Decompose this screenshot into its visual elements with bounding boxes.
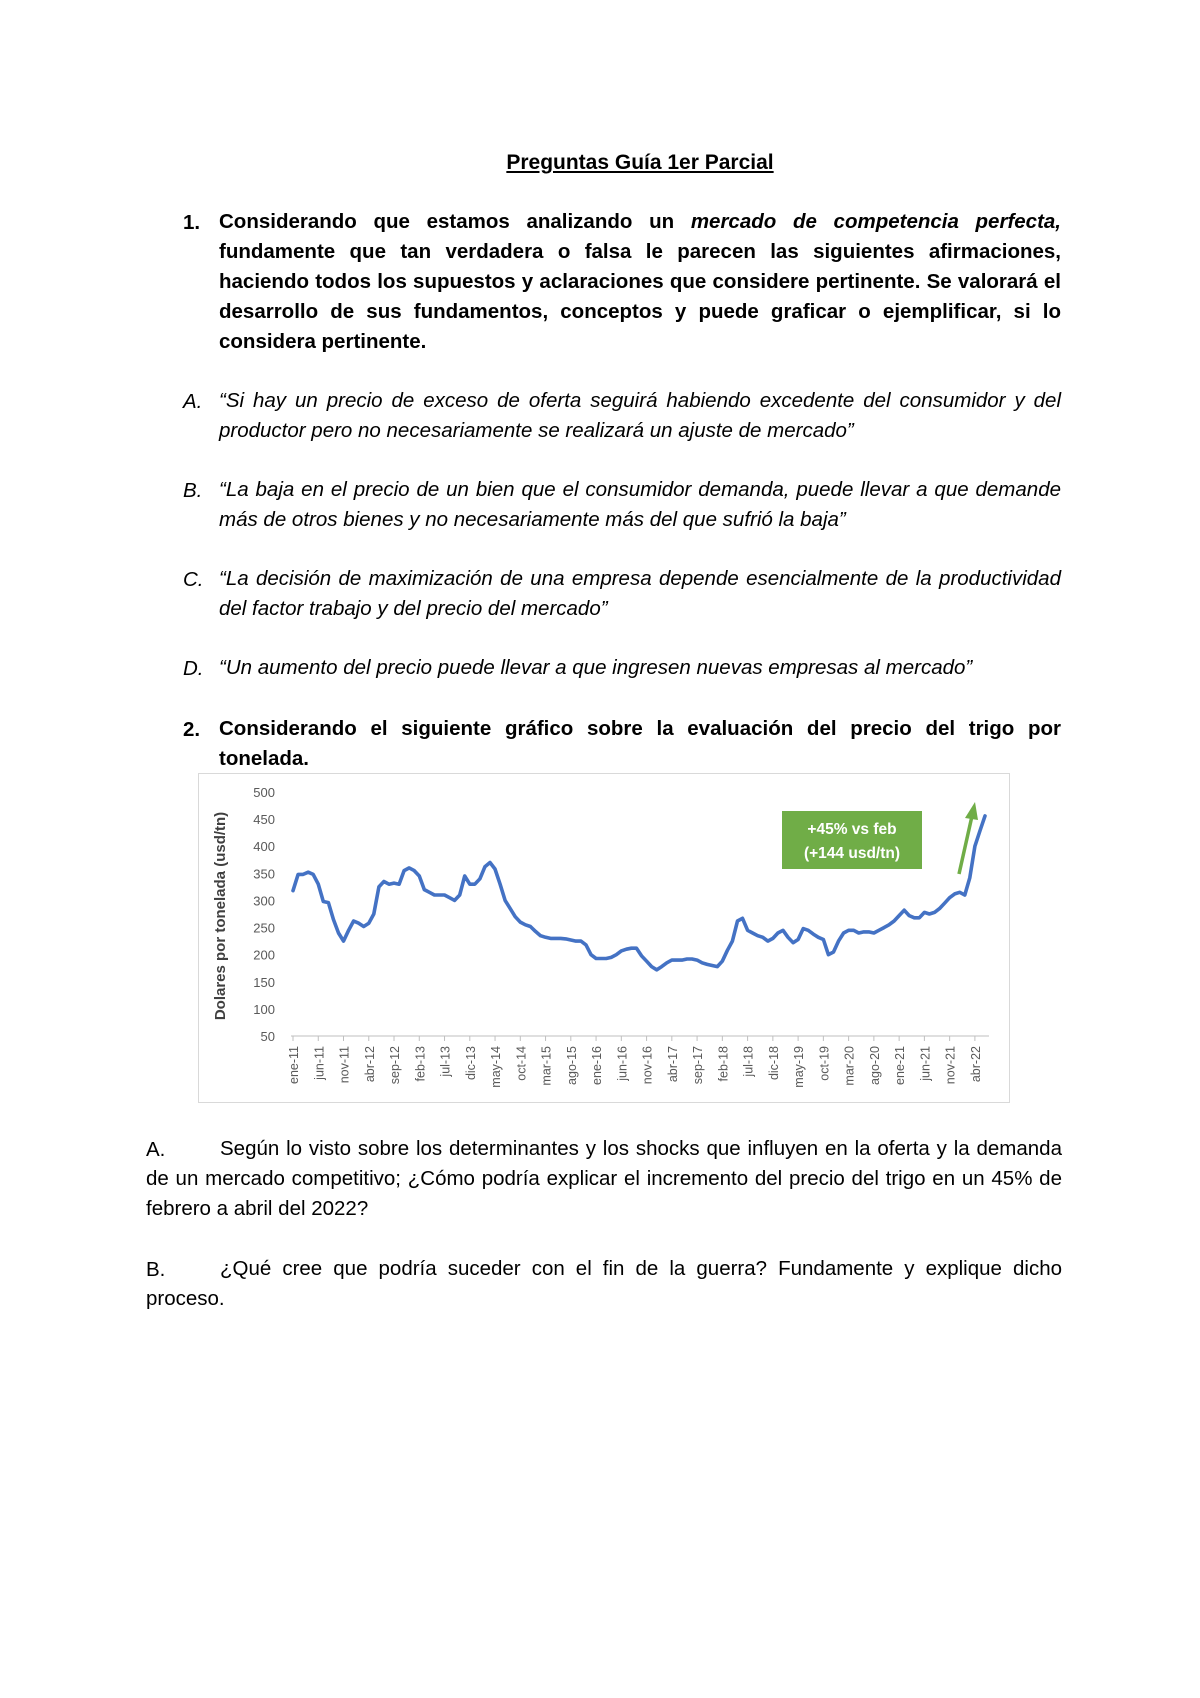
annotation-line-2: (+144 usd/tn)	[803, 845, 901, 862]
option-d-letter: D.	[183, 657, 204, 680]
x-tick-label: sep-12	[388, 1046, 403, 1085]
option-a-letter: A.	[183, 390, 203, 413]
x-tick-label: jun-21	[918, 1046, 933, 1081]
option-c-text: “La decisión de maximización de una empresa depende esencialmente de la productividad del factor trabajo y del precio del mercado”	[219, 567, 1061, 620]
x-tick-label: may-14	[489, 1046, 504, 1088]
x-tick-label: dic-18	[766, 1046, 781, 1081]
option-c-letter: C.	[183, 568, 204, 591]
y-tick-label: 400	[253, 839, 275, 855]
option-a-text: “Si hay un precio de exceso de oferta seguirá habiendo excedente del consumidor y del productor pero no necesariamente se realizará un ajuste de mercado”	[219, 389, 1061, 442]
option-b-text: “La baja en el precio de un bien que el consumidor demanda, puede llevar a que demande más de otros bienes y no necesariamente más del que sufrió la baja”	[219, 478, 1061, 531]
x-tick-label: feb-18	[716, 1046, 731, 1082]
option-b-letter: B.	[183, 479, 203, 502]
question-2-number: 2.	[183, 718, 201, 741]
x-tick-label: ago-15	[564, 1046, 579, 1085]
y-ticks-group	[253, 785, 275, 1044]
question-2-text: Considerando el siguiente gráfico sobre la evaluación del precio del trigo por tonelada.	[219, 717, 1061, 770]
x-tick-label: ene-11	[287, 1046, 301, 1084]
subquestion-b-text: ¿Qué cree que podría suceder con el fin de la guerra? Fundamente y explique dicho proceso.	[146, 1257, 1062, 1310]
y-tick-label: 150	[253, 974, 275, 990]
wheat-price-chart	[198, 773, 1010, 1103]
question-1-number: 1.	[183, 211, 201, 234]
y-tick-label: 100	[253, 1001, 275, 1017]
x-tick-label: mar-20	[842, 1046, 857, 1086]
x-tick-label: ago-20	[867, 1046, 882, 1085]
y-tick-label: 350	[253, 866, 275, 882]
x-ticks-group	[287, 1036, 983, 1088]
x-tick-label: jun-11	[312, 1046, 327, 1080]
y-tick-label: 200	[253, 947, 275, 963]
option-d-text: “Un aumento del precio puede llevar a que ingresen nuevas empresas al mercado”	[219, 656, 973, 679]
page-title: Preguntas Guía 1er Parcial	[506, 151, 774, 174]
x-tick-label: jul-18	[741, 1046, 756, 1077]
subquestion-b-letter: B.	[146, 1258, 166, 1281]
question-1-text-end: fundamente que tan verdadera o falsa le parecen las siguientes afirmaciones, haciendo todos los supuestos y aclaraciones que considere pertinente. Se valorará el desarrollo de sus fundamentos, conceptos y puede graficar o ejemplificar, si lo considera pertinente.	[219, 240, 1061, 353]
x-tick-label: mar-15	[539, 1046, 554, 1086]
y-tick-label: 450	[253, 812, 275, 828]
y-tick-label: 50	[260, 1029, 275, 1044]
question-1-text	[219, 207, 1061, 357]
x-tick-label: sep-17	[691, 1046, 706, 1085]
question-1-text-start: Considerando que estamos analizando un	[219, 210, 691, 233]
x-tick-label: abr-22	[968, 1046, 983, 1083]
x-tick-label: feb-13	[413, 1046, 428, 1082]
subquestion-a-letter: A.	[146, 1138, 166, 1161]
x-tick-label: nov-11	[337, 1046, 352, 1084]
x-tick-label: jul-13	[438, 1046, 453, 1077]
y-tick-label: 300	[253, 893, 275, 909]
subquestion-a-text: Según lo visto sobre los determinantes y los shocks que influyen en la oferta y la demanda de un mercado competitivo; ¿Cómo podría explicar el incremento del precio del trigo en un 45% de febrero a abril del 2022?	[146, 1137, 1062, 1220]
annotation-group	[782, 802, 978, 874]
x-tick-label: nov-21	[943, 1046, 958, 1085]
x-tick-label: may-19	[792, 1046, 807, 1088]
x-tick-label: abr-12	[362, 1046, 377, 1083]
x-tick-label: oct-14	[514, 1046, 529, 1081]
x-tick-label: dic-13	[463, 1046, 478, 1081]
x-tick-label: ene-16	[590, 1046, 605, 1085]
x-tick-label: ene-21	[893, 1046, 908, 1085]
annotation-line-1: +45% vs feb	[807, 821, 897, 838]
y-tick-label: 250	[253, 920, 275, 936]
chart-svg	[199, 774, 1009, 1102]
x-tick-label: nov-16	[640, 1046, 655, 1085]
arrow-icon	[965, 802, 978, 820]
y-axis-title-group	[212, 812, 229, 1020]
y-axis-title: Dolares por tonelada (usd/tn)	[212, 811, 229, 1021]
question-1-text-italic: mercado de competencia perfecta,	[690, 210, 1061, 233]
x-tick-label: oct-19	[817, 1046, 832, 1081]
x-tick-label: abr-17	[665, 1046, 680, 1083]
y-tick-label: 500	[253, 785, 275, 800]
x-tick-label: jun-16	[615, 1046, 630, 1081]
